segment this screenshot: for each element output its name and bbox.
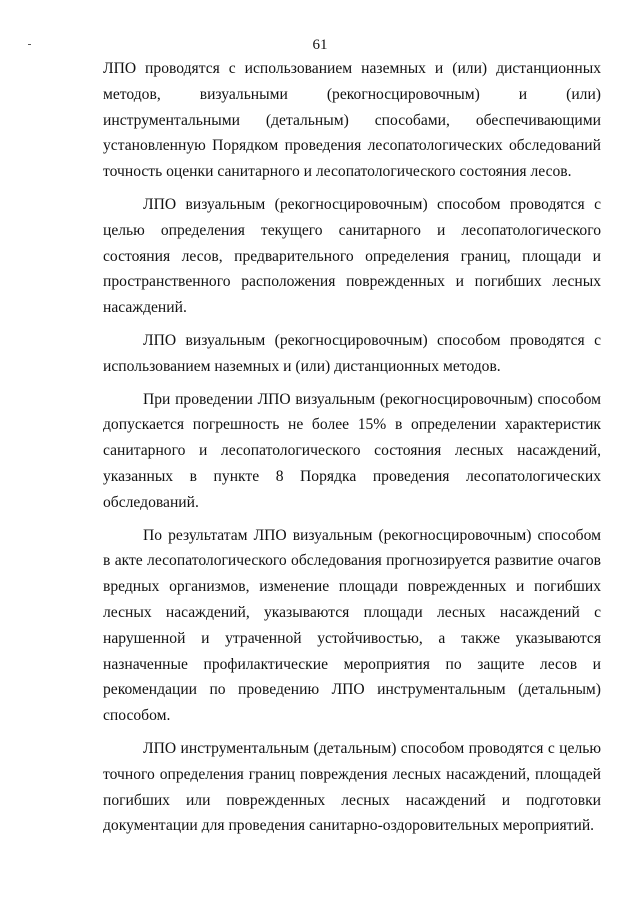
paragraph-1: ЛПО проводятся с использованием наземных и (или) дистанционных методов, визуальными (рекогносцировочным) и (или) инструментальными (детальным) способами, обеспечивающими установленную Порядком проведения лесопатологических обследований точность оценки санитарного и лесопатологического состояния лесов. xyxy=(103,60,601,181)
document-body xyxy=(103,56,601,839)
paragraph-4: При проведении ЛПО визуальным (рекогносцировочным) способом допускается погрешность не более 15% в определении характеристик санитарного и лесопатологического состояния лесных насаждений, указанных в пункте 8 Порядка проведения лесопатологических обследований. xyxy=(103,390,601,511)
paragraph-5: По результатам ЛПО визуальным (рекогносцировочным) способом в акте лесопатологического обследования прогнозируется развитие очагов вредных организмов, изменение площади поврежденных и погибших лесных насаждений, указываются площади лесных насаждений с нарушенной и утраченной устойчивостью, а также указываются назначенные профилактические мероприятия по защите лесов и рекомендации по проведению ЛПО инструментальным (детальным) способом. xyxy=(103,526,601,725)
paragraph-6: ЛПО инструментальным (детальным) способом проводятся с целью точного определения границ повреждения лесных насаждений, площадей погибших или поврежденных лесных насаждений и подготовки документации для проведения санитарно-оздоровительных мероприятий. xyxy=(103,739,601,835)
paragraph-3: ЛПО визуальным (рекогносцировочным) способом проводятся с использованием наземных и (или) дистанционных методов. xyxy=(103,331,601,375)
paragraph-2: ЛПО визуальным (рекогносцировочным) способом проводятся с целью определения текущего санитарного и лесопатологического состояния лесов, предварительного определения границ, площади и пространственного расположения поврежденных и погибших лесных насаждений. xyxy=(103,195,601,317)
page-number: 61 xyxy=(312,37,328,53)
